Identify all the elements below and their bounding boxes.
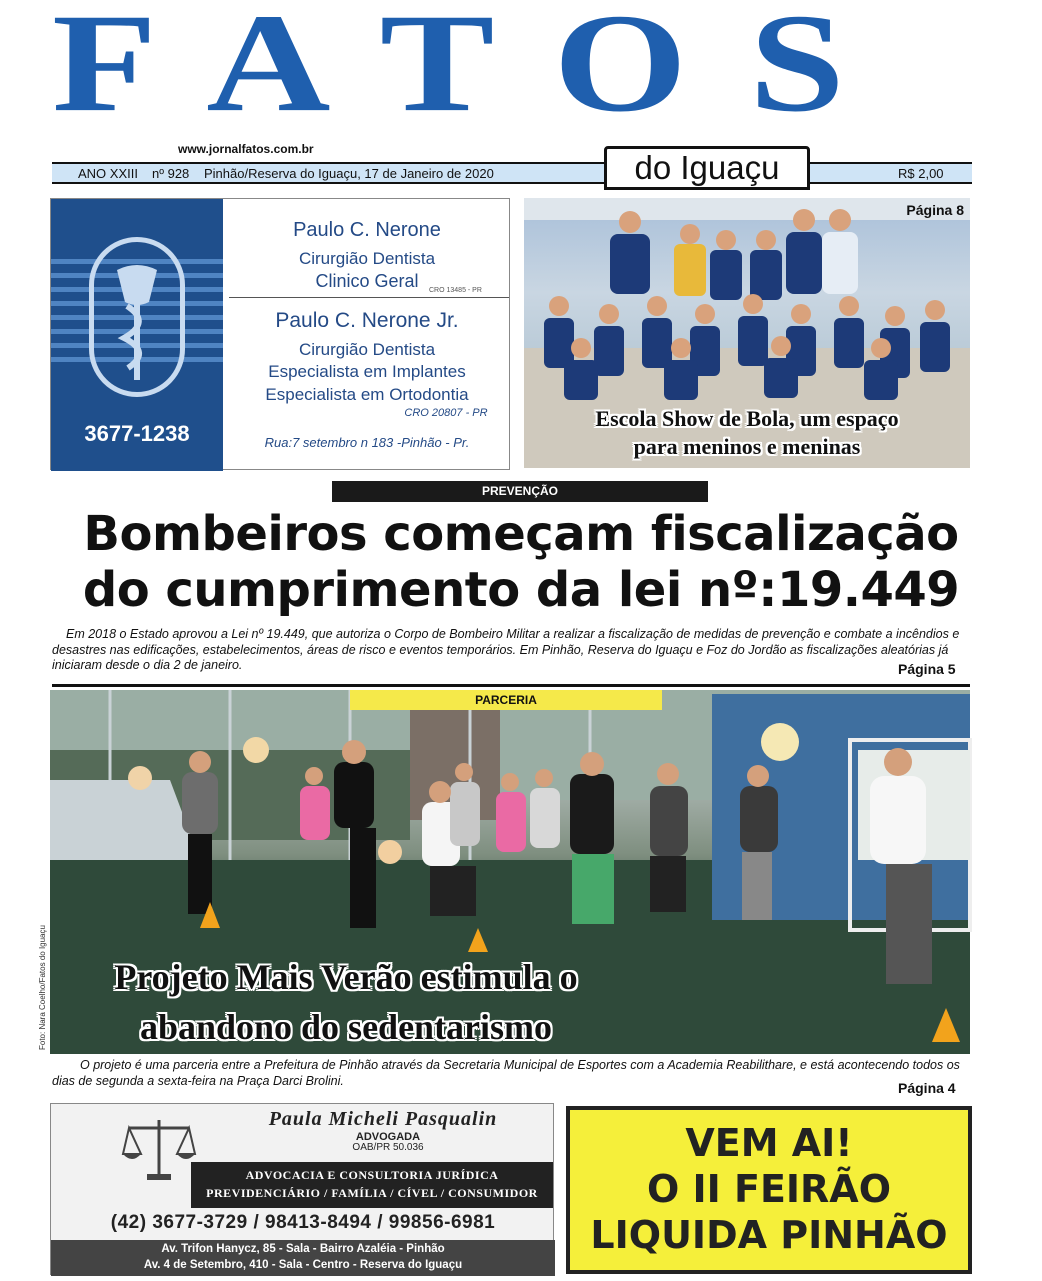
lawyer-services-line-2: PREVIDENCIÁRIO / FAMÍLIA / CÍVEL / CONSUMIDOR	[206, 1186, 538, 1200]
lawyer-name: Paula Micheli Pasqualin	[268, 1108, 498, 1130]
lawyer-oab: OAB/PR 50.036	[352, 1142, 424, 1153]
dentist-role-1a: Cirurgião Dentista	[298, 249, 436, 268]
photo-mais-verao[interactable]	[38, 690, 970, 1054]
kicker-prevencao: PREVENÇÃO	[332, 481, 708, 502]
masthead-title: FATOS	[52, 0, 907, 142]
lawyer-address-1: Av. Trifon Hanycz, 85 - Sala - Bairro Azaléia - Pinhão	[161, 1243, 445, 1255]
lead-text: Em 2018 o Estado aprovou a Lei nº 19.449, que autoriza o Corpo de Bombeiro Militar a realizar a fiscalização de medidas de prevenção e combate a incêndios e desastres nas edificações, estabelecimentos, áreas de risco e eventos temporários. Em Pinhão, Reserva do Iguaçu e Foz do Jordão as fiscalizações aleatórias já iniciaram desde o dia 2 de janeiro.	[52, 627, 960, 672]
promo-line-2: O II FEIRÃO	[646, 1167, 892, 1211]
dentist-divider	[229, 297, 509, 298]
promo-line-1: VEM AI!	[685, 1121, 853, 1165]
tooth-emblem-icon	[89, 237, 185, 397]
main-caption-line-1: Projeto Mais Verão estimula o	[114, 957, 578, 997]
top-caption-line-1: Escola Show de Bola, um espaço	[595, 406, 899, 431]
headline-line-2[interactable]: do cumprimento da lei nº:19.449	[82, 562, 960, 618]
masthead-subtitle: do Iguaçu	[604, 146, 810, 190]
second-story-text: O projeto é uma parceria entre a Prefeitura de Pinhão através da Secretaria Municipal de Esportes com a Academia Reabilithare, e está acontecendo todos os dias de segunda a sexta-feira na Praça Darci Brolini.	[52, 1058, 960, 1088]
dentist-logo	[51, 199, 223, 471]
dentist-role-2b: Especialista em Implantes	[268, 362, 466, 381]
place-date: Pinhão/Reserva do Iguaçu, 17 de Janeiro de 2020	[204, 166, 494, 181]
edition-year: ANO XXIII	[78, 166, 138, 181]
dentist-address: Rua:7 setembro n 183 -Pinhão - Pr.	[264, 435, 470, 450]
promo-line-3: LIQUIDA PINHÃO	[590, 1213, 948, 1257]
dentist-role-2c: Especialista em Ortodontia	[265, 385, 469, 404]
justice-scale-icon	[121, 1114, 197, 1184]
page-ref-second[interactable]: Página 4	[898, 1080, 956, 1096]
page-ref-top[interactable]: Página 8	[906, 202, 964, 218]
dentist-ad[interactable]	[50, 198, 510, 470]
lawyer-phones: (42) 3677-3729 / 98413-8494 / 99856-6981	[110, 1212, 496, 1233]
dentist-name-2: Paulo C. Nerone Jr.	[275, 309, 459, 332]
top-caption-line-2: para meninos e meninas	[633, 434, 861, 459]
lawyer-address-2: Av. 4 de Setembro, 410 - Sala - Centro - Reserva do Iguaçu	[143, 1259, 463, 1271]
lawyer-title: ADVOGADA	[355, 1131, 421, 1143]
headline-line-1[interactable]: Bombeiros começam fiscalização	[83, 506, 959, 562]
main-caption-line-2: abandono do sedentarismo	[139, 1007, 553, 1047]
lawyer-services-line-1: ADVOCACIA E CONSULTORIA JURÍDICA	[245, 1168, 499, 1182]
dentist-phone: 3677-1238	[84, 421, 190, 446]
website-url[interactable]: www.jornalfatos.com.br	[178, 142, 314, 156]
dentist-role-2a: Cirurgião Dentista	[298, 340, 436, 359]
lawyer-ad[interactable]	[50, 1103, 554, 1275]
section-rule	[52, 684, 970, 687]
photo-credit: Foto: Nara Coelho/Fatos do Iguaçu	[38, 925, 47, 1050]
dentist-cro-2: CRO 20807 - PR	[404, 407, 488, 419]
price: R$ 2,00	[898, 166, 944, 181]
page-ref-main[interactable]: Página 5	[898, 661, 956, 677]
info-bar	[52, 162, 972, 184]
dentist-role-1b: Clinico Geral	[315, 271, 419, 291]
kicker-parceria: PARCERIA	[350, 690, 662, 710]
issue-number: nº 928	[152, 166, 190, 181]
lawyer-address-box	[51, 1240, 555, 1276]
dentist-cro-1: CRO 13485 - PR	[429, 287, 482, 294]
promo-feirao[interactable]	[566, 1106, 972, 1274]
dentist-name-1: Paulo C. Nerone	[293, 219, 441, 241]
photo-soccer-school[interactable]	[524, 198, 970, 468]
